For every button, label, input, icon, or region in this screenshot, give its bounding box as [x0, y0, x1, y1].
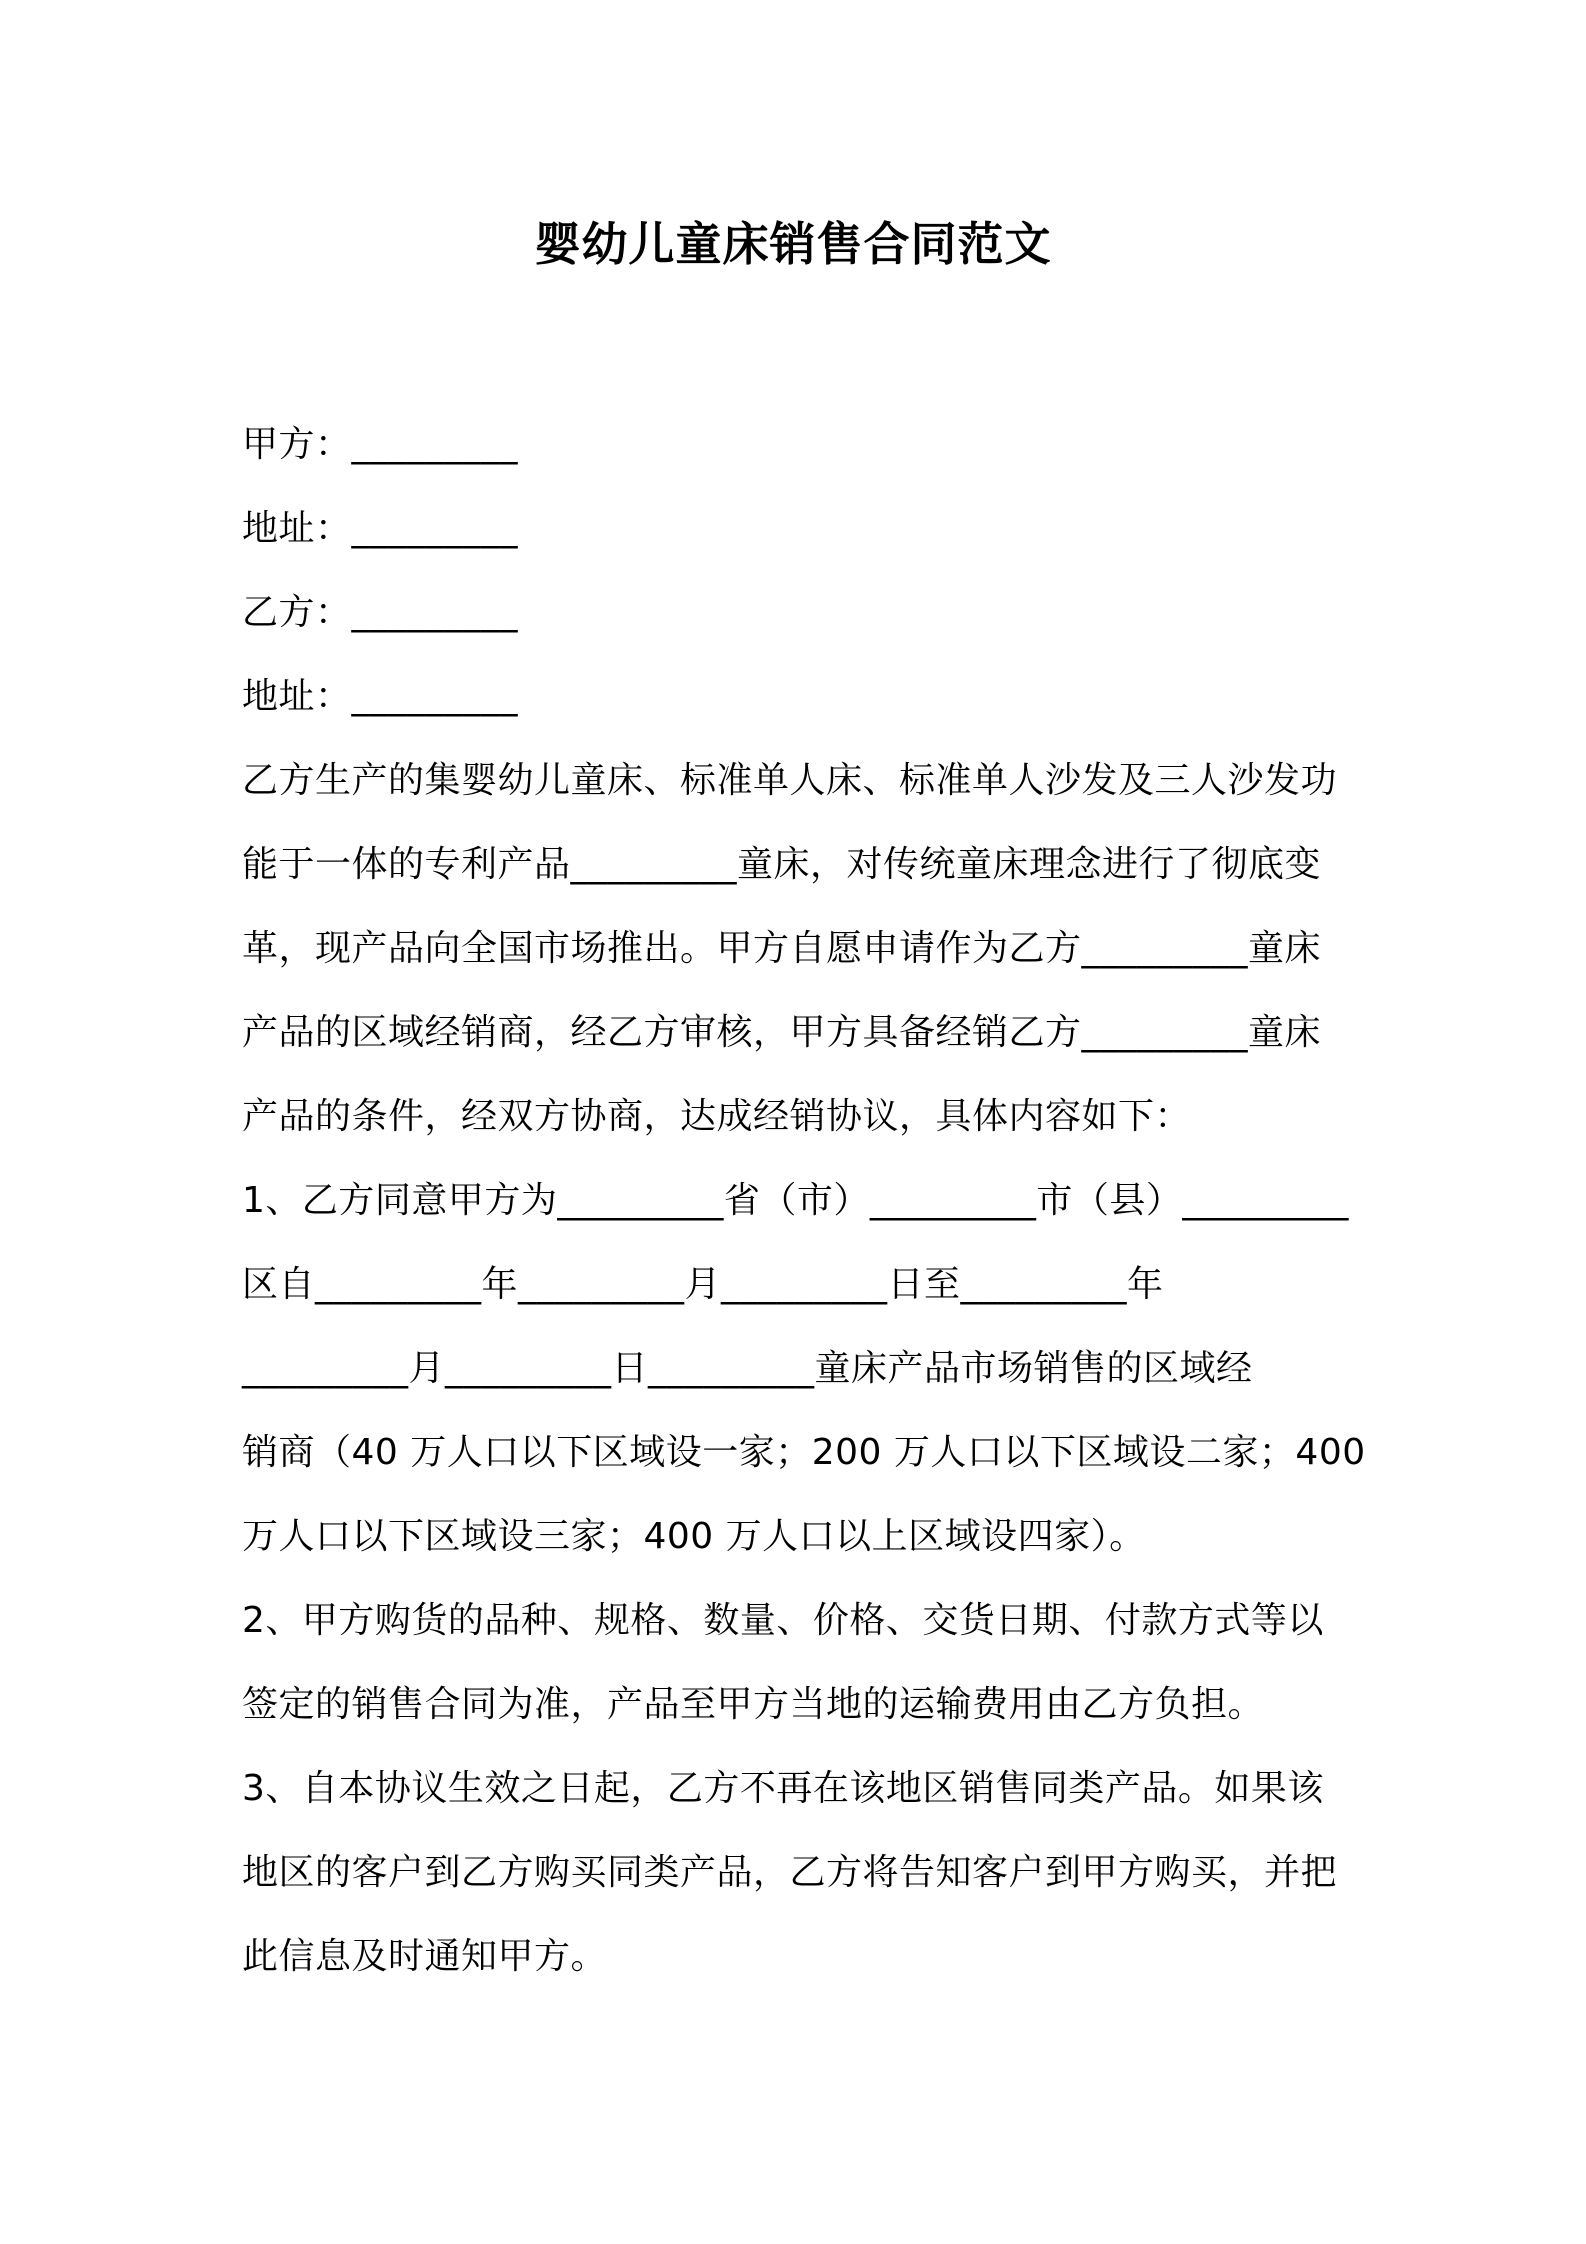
- text-line: 销商（40 万人口以下区域设一家；200 万人口以下区域设二家；400: [242, 1432, 1366, 1473]
- text-line: 革，现产品向全国市场推出。甲方自愿申请作为乙方_________童床: [242, 928, 1322, 969]
- text-line: 产品的区域经销商，经乙方审核，甲方具备经销乙方_________童床: [242, 1012, 1322, 1053]
- text-line: 签定的销售合同为准，产品至甲方当地的运输费用由乙方负担。: [242, 1684, 1265, 1725]
- party-b-blank: _________: [351, 592, 519, 633]
- text-line: 此信息及时通知甲方。: [242, 1936, 608, 1977]
- party-b-address-blank: _________: [351, 676, 519, 717]
- clause-2: [242, 1579, 1354, 1747]
- text-line: 区自_________年_________月_________日至_________年: [242, 1264, 1164, 1305]
- text-line: _________月_________日_________童床产品市场销售的区域经: [242, 1348, 1253, 1389]
- document-title: 婴幼儿童床销售合同范文: [534, 217, 1052, 271]
- party-a-blank: _________: [351, 424, 519, 465]
- party-b-address-line: [242, 655, 1354, 739]
- text-line: 乙方生产的集婴幼儿童床、标准单人床、标准单人沙发及三人沙发功: [242, 760, 1338, 801]
- text-line: 3、自本协议生效之日起，乙方不再在该地区销售同类产品。如果该: [242, 1768, 1324, 1809]
- party-b-address-label: 地址：: [242, 676, 352, 717]
- text-line: 产品的条件，经双方协商，达成经销协议，具体内容如下：: [242, 1096, 1192, 1137]
- clause-3: [242, 1747, 1354, 1999]
- text-line: 2、甲方购货的品种、规格、数量、价格、交货日期、付款方式等以: [242, 1600, 1324, 1641]
- party-b-label: 乙方：: [242, 592, 352, 633]
- intro-paragraph: [242, 739, 1354, 1159]
- party-a-address-blank: _________: [351, 508, 519, 549]
- document-body: [242, 403, 1366, 1999]
- party-a-address-line: [242, 487, 1354, 571]
- party-a-address-label: 地址：: [242, 508, 352, 549]
- party-b-line: [242, 571, 1354, 655]
- clause-1: [242, 1159, 1366, 1579]
- party-a-line: [242, 403, 1354, 487]
- party-a-label: 甲方：: [242, 424, 352, 465]
- text-line: 万人口以下区域设三家；400 万人口以上区域设四家）。: [242, 1516, 1146, 1557]
- text-line: 能于一体的专利产品_________童床，对传统童床理念进行了彻底变: [242, 844, 1322, 885]
- text-line: 1、乙方同意甲方为_________省（市）_________市（县）_________: [242, 1180, 1349, 1221]
- text-line: 地区的客户到乙方购买同类产品，乙方将告知客户到甲方购买，并把: [242, 1852, 1338, 1893]
